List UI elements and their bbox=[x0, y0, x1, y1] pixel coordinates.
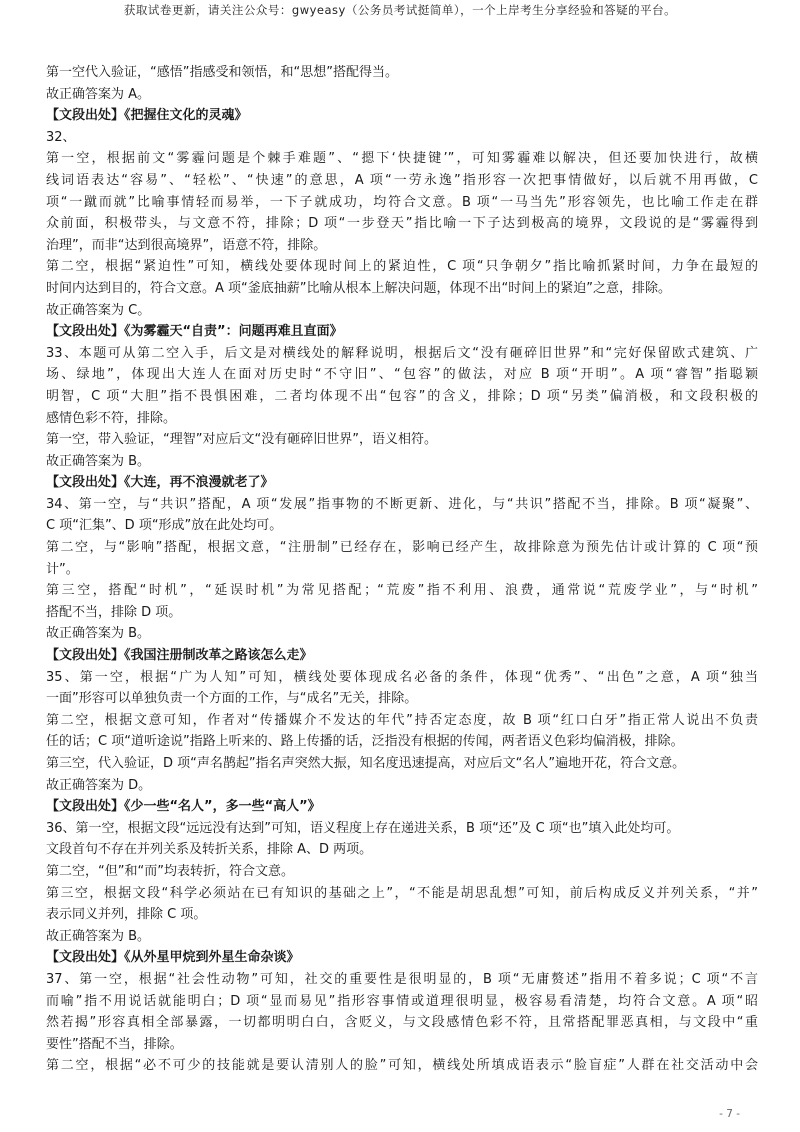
text-line: 第二空，根据“必不可少的技能就是要认清别人的脸”可知，横线处所填成语表示“脸盲症”人群在社交活动中会 bbox=[46, 1058, 758, 1074]
text-line: 明智，C 项“大胆”指不畏惧困难，二者均体现不出“包容”的含义，排除；D 项“另类”偏消极，和文段积极的 bbox=[46, 388, 758, 404]
text-line: 故正确答案为 D。 bbox=[46, 777, 152, 793]
document-body bbox=[46, 62, 758, 1077]
page-number: - 7 - bbox=[719, 1108, 740, 1120]
text-line: 治理”，而非“达到很高境界”，语意不符，排除。 bbox=[46, 237, 327, 253]
text-line: C 项“汇集”、D 项“形成”放在此处均可。 bbox=[46, 518, 283, 534]
text-line: 33、本题可从第二空入手，后文是对横线处的解释说明，根据后文“没有砸碎旧世界”和“完好保留欧式建筑、广 bbox=[46, 345, 758, 361]
text-line: 37、第一空，根据“社会性动物”可知，社交的重要性是很明显的，B 项“无庸赘述”指用不着多说；C 项“不言 bbox=[46, 971, 758, 987]
text-line: 任的话；C 项“道听途说”指路上听来的、路上传播的话，泛指没有根据的传闻，两者语义色彩均偏消极，排除。 bbox=[46, 734, 684, 750]
text-line: 32、 bbox=[46, 129, 76, 145]
text-line: 文段首句不存在并列关系及转折关系，排除 A、D 两项。 bbox=[46, 842, 373, 858]
text-line: 第二空，根据“紧迫性”可知，横线处要体现时间上的紧迫性，C 项“只争朝夕”指比喻抓紧时间，力争在最短的 bbox=[46, 259, 758, 275]
text-line: 第二空，“但”和“而”均表转折，符合文意。 bbox=[46, 863, 294, 879]
text-line: 表示同义并列，排除 C 项。 bbox=[46, 907, 207, 923]
text-line: 故正确答案为 A。 bbox=[46, 86, 151, 102]
text-line: 第三空，根据文段“科学必须站在已有知识的基础之上”，“不能是胡思乱想”可知，前后构成反义并列关系，“并” bbox=[46, 885, 758, 901]
text-line: 搭配不当，排除 D 项。 bbox=[46, 604, 182, 620]
text-line: 感情色彩不符，排除。 bbox=[46, 410, 177, 426]
text-line: 第三空，代入验证，D 项“声名鹊起”指名声突然大振，知名度迅速提高，对应后文“名人”遍地开花，符合文意。 bbox=[46, 756, 686, 771]
text-line: 36、第一空，根据文段“远远没有达到”可知，语义程度上存在递进关系，B 项“还”及 C 项“也”填入此处均可。 bbox=[46, 820, 680, 836]
text-line: 第一空，带入验证，“理智”对应后文“没有砸碎旧世界”，语义相符。 bbox=[46, 432, 437, 448]
text-line: 要性”搭配不当，排除。 bbox=[46, 1036, 183, 1052]
text-line: 然若揭”形容真相全部暴露，一切都明明白白，含贬义，与文段感情色彩不符，且常搭配罪恶真相，与文段中“重 bbox=[46, 1015, 758, 1031]
text-line: 【文段出处】《少一些“名人”，多一些“高人”》 bbox=[46, 799, 321, 815]
text-line: 一面”形容可以单独负责一个方面的工作，与“成名”无关，排除。 bbox=[46, 691, 418, 707]
text-line: 故正确答案为 B。 bbox=[46, 928, 151, 944]
text-line: 故正确答案为 B。 bbox=[46, 453, 151, 469]
text-line: 故正确答案为 C。 bbox=[46, 302, 151, 318]
text-line: 线词语表达“容易”、“轻松”、“快速”的意思，A 项“一劳永逸”指形容一次把事情做好，以后就不用再做，C bbox=[46, 172, 758, 188]
text-line: 35、第一空，根据“广为人知”可知，横线处要体现成名必备的条件，体现“优秀”、“出色”之意，A 项“独当 bbox=[46, 669, 758, 685]
text-line: 计”。 bbox=[46, 561, 79, 577]
text-line: 【文段出处】《从外星甲烷到外星生命杂谈》 bbox=[46, 950, 300, 966]
text-line: 【文段出处】《我国注册制改革之路该怎么走》 bbox=[46, 648, 313, 664]
text-line: 【文段出处】《大连，再不浪漫就老了》 bbox=[46, 475, 274, 491]
text-line: 众前面，积极带头，与文意不符，排除；D 项“一步登天”指比喻一下子达到极高的境界，文段说的是“雾霾得到 bbox=[46, 216, 758, 232]
text-line: 故正确答案为 B。 bbox=[46, 626, 151, 642]
text-line: 而喻”指不用说话就能明白；D 项“显而易见”指形容事情或道理很明显，极容易看清楚，均符合文意。A 项“昭 bbox=[46, 993, 758, 1009]
page-header: 获取试卷更新，请关注公众号：gwyeasy（公务员考试挺简单），一个上岸考生分享经验和答疑的平台。 bbox=[123, 3, 677, 17]
text-line: 第二空，根据文意可知，作者对“传播媒介不发达的年代”持否定态度，故 B 项“红口白牙”指正常人说出不负责 bbox=[46, 712, 758, 728]
text-line: 第二空，与“影响”搭配，根据文意，“注册制”已经存在，影响已经产生，故排除意为预先估计或计算的 C 项“预 bbox=[46, 540, 758, 556]
text-line: 第一空，根据前文“雾霾问题是个棘手难题”、“摁下‘快捷键’”，可知雾霾难以解决，但还要加快进行，故横 bbox=[46, 151, 758, 167]
text-line: 34、第一空，与“共识”搭配，A 项“发展”指事物的不断更新、进化，与“共识”搭配不当，排除。B 项“凝聚”、 bbox=[46, 496, 758, 512]
text-line: 【文段出处】《把握住文化的灵魂》 bbox=[46, 108, 248, 124]
text-line: 第一空代入验证，“感悟”指感受和领悟，和“思想”搭配得当。 bbox=[46, 65, 398, 80]
text-line: 时间内达到目的，符合文意。A 项“釜底抽薪”比喻从根本上解决问题，体现不出“时间上的紧迫”之意，排除。 bbox=[46, 280, 671, 296]
text-line: 项“一蹴而就”比喻事情轻而易举，一下子就成功，均符合文意。B 项“一马当先”形容领先，也比喻工作走在群 bbox=[46, 194, 758, 210]
text-line: 第三空，搭配“时机”，“延误时机”为常见搭配；“荒废”指不利用、浪费，通常说“荒废学业”，与“时机” bbox=[46, 583, 758, 599]
text-line: 场、绿地”，体现出大连人在面对历史时“不守旧”、“包容”的做法，对应 B 项“开明”。A 项“睿智”指聪颖 bbox=[46, 367, 758, 383]
text-line: 【文段出处】《为雾霾天“自责”：问题再难且直面》 bbox=[46, 324, 343, 340]
